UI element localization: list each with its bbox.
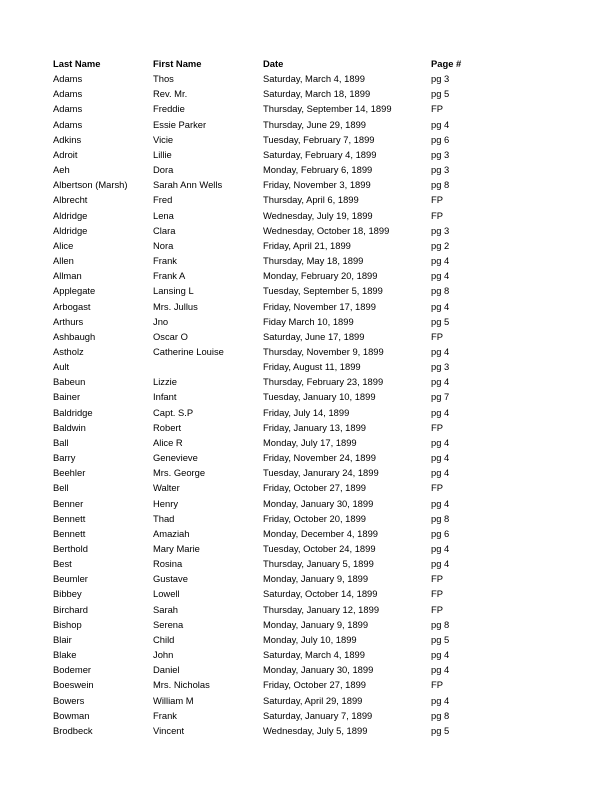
cell-page: pg 8 <box>431 285 450 297</box>
cell-first-name: Alice R <box>153 436 183 448</box>
cell-date: Friday, October 27, 1899 <box>263 679 367 691</box>
cell-first-name: Sarah <box>153 603 179 615</box>
cell-first-name: Serena <box>153 618 184 630</box>
cell-first-name: Dora <box>153 164 174 176</box>
cell-date: Monday, January 9, 1899 <box>263 618 369 630</box>
cell-page: FP <box>431 573 443 585</box>
table-row <box>53 223 523 238</box>
cell-page: pg 3 <box>431 148 450 160</box>
cell-date: Wednesday, July 19, 1899 <box>263 209 373 221</box>
cell-last-name: Astholz <box>53 345 84 357</box>
cell-last-name: Bishop <box>53 618 82 630</box>
cell-date: Friday, November 17, 1899 <box>263 300 376 312</box>
cell-first-name: Lillie <box>153 148 172 160</box>
cell-first-name: William M <box>153 694 194 706</box>
header-page: Page # <box>431 58 462 69</box>
cell-page: pg 4 <box>431 558 450 570</box>
table-row <box>53 344 523 359</box>
table-row <box>53 238 523 253</box>
cell-last-name: Bennett <box>53 512 86 524</box>
table-row <box>53 556 523 571</box>
cell-last-name: Bibbey <box>53 588 82 600</box>
cell-last-name: Aeh <box>53 164 70 176</box>
cell-date: Friday, April 21, 1899 <box>263 239 351 251</box>
cell-page: pg 4 <box>431 694 450 706</box>
cell-page: pg 5 <box>431 724 450 736</box>
cell-first-name: Lowell <box>153 588 180 600</box>
cell-last-name: Albrecht <box>53 194 88 206</box>
cell-first-name: Lansing L <box>153 285 194 297</box>
cell-last-name: Adams <box>53 118 83 130</box>
cell-first-name: Daniel <box>153 664 180 676</box>
cell-page: pg 4 <box>431 649 450 661</box>
cell-date: Thursday, January 5, 1899 <box>263 558 374 570</box>
cell-page: pg 6 <box>431 527 450 539</box>
cell-first-name: Thad <box>153 512 175 524</box>
cell-first-name: Capt. S.P <box>153 406 194 418</box>
cell-first-name: Genevieve <box>153 452 198 464</box>
cell-page: pg 7 <box>431 391 450 403</box>
table-row <box>53 117 523 132</box>
cell-first-name: Amaziah <box>153 527 190 539</box>
cell-first-name: Walter <box>153 482 180 494</box>
cell-date: Saturday, June 17, 1899 <box>263 330 365 342</box>
cell-date: Tuesday, February 7, 1899 <box>263 133 375 145</box>
cell-date: Saturday, April 29, 1899 <box>263 694 363 706</box>
table-row <box>53 208 523 223</box>
cell-page: pg 4 <box>431 406 450 418</box>
cell-date: Monday, January 30, 1899 <box>263 497 374 509</box>
table-row <box>53 465 523 480</box>
cell-last-name: Adams <box>53 73 83 85</box>
cell-date: Monday, July 10, 1899 <box>263 633 357 645</box>
cell-first-name: Robert <box>153 421 182 433</box>
cell-first-name: Clara <box>153 224 176 236</box>
header-first-name: First Name <box>153 58 202 69</box>
cell-first-name: Mrs. George <box>153 467 206 479</box>
table-header <box>53 56 523 71</box>
cell-first-name: Sarah Ann Wells <box>153 179 223 191</box>
cell-date: Thursday, January 12, 1899 <box>263 603 380 615</box>
cell-date: Friday, October 27, 1899 <box>263 482 367 494</box>
cell-last-name: Beumler <box>53 573 88 585</box>
cell-last-name: Best <box>53 558 72 570</box>
cell-page: pg 3 <box>431 224 450 236</box>
table-row <box>53 723 523 738</box>
cell-page: pg 4 <box>431 543 450 554</box>
cell-page: pg 4 <box>431 497 450 509</box>
cell-last-name: Barry <box>53 452 76 464</box>
table-row <box>53 329 523 344</box>
table-row <box>53 647 523 662</box>
cell-page: pg 4 <box>431 467 450 479</box>
header-last-name: Last Name <box>53 58 101 69</box>
cell-page: pg 3 <box>431 164 450 176</box>
cell-page: pg 3 <box>431 361 450 373</box>
cell-date: Saturday, March 18, 1899 <box>263 88 371 100</box>
table-row <box>53 571 523 586</box>
cell-date: Saturday, March 4, 1899 <box>263 73 365 85</box>
table-row <box>53 192 523 207</box>
table-row <box>53 374 523 389</box>
cell-page: pg 5 <box>431 633 450 645</box>
cell-last-name: Aldridge <box>53 209 88 221</box>
table-row <box>53 450 523 465</box>
table-row <box>53 405 523 420</box>
cell-last-name: Bennett <box>53 527 86 539</box>
cell-page: pg 5 <box>431 88 450 100</box>
table-row <box>53 511 523 526</box>
table-row <box>53 480 523 495</box>
cell-first-name: Catherine Louise <box>153 345 224 357</box>
table-row <box>53 526 523 541</box>
cell-page: pg 4 <box>431 664 450 676</box>
cell-first-name: Frank A <box>153 270 186 282</box>
table-row <box>53 162 523 177</box>
table-row <box>53 177 523 192</box>
cell-date: Wednesday, July 5, 1899 <box>263 724 368 736</box>
cell-date: Saturday, March 4, 1899 <box>263 649 365 661</box>
cell-last-name: Babeun <box>53 376 86 388</box>
table-row <box>53 283 523 298</box>
cell-last-name: Bowman <box>53 709 90 721</box>
cell-first-name: Lena <box>153 209 174 221</box>
cell-date: Tuesday, September 5, 1899 <box>263 285 383 297</box>
cell-first-name: Essie Parker <box>153 118 207 130</box>
table-row <box>53 314 523 329</box>
cell-first-name: Rosina <box>153 558 183 570</box>
cell-last-name: Allen <box>53 255 74 267</box>
table-row <box>53 147 523 162</box>
cell-last-name: Arbogast <box>53 300 91 312</box>
cell-last-name: Alice <box>53 239 74 251</box>
header-date: Date <box>263 58 284 69</box>
cell-last-name: Adams <box>53 103 83 115</box>
table-row <box>53 253 523 268</box>
cell-last-name: Benner <box>53 497 84 509</box>
cell-last-name: Baldwin <box>53 421 86 433</box>
table-row <box>53 359 523 374</box>
cell-first-name: Fred <box>153 194 173 206</box>
cell-date: Thursday, May 18, 1899 <box>263 255 364 267</box>
cell-date: Tuesday, Janurary 24, 1899 <box>263 467 379 479</box>
cell-page: FP <box>431 679 443 691</box>
cell-date: Monday, January 9, 1899 <box>263 573 369 585</box>
cell-page: pg 8 <box>431 709 450 721</box>
cell-date: Monday, January 30, 1899 <box>263 664 374 676</box>
cell-date: Tuesday, January 10, 1899 <box>263 391 376 403</box>
cell-page: FP <box>431 588 443 600</box>
cell-last-name: Adkins <box>53 133 82 145</box>
cell-last-name: Beehler <box>53 467 86 479</box>
cell-page: pg 4 <box>431 118 450 130</box>
table-row <box>53 586 523 601</box>
cell-first-name: Nora <box>153 239 174 251</box>
table-row <box>53 602 523 617</box>
cell-date: Tuesday, October 24, 1899 <box>263 543 376 554</box>
cell-date: Friday, August 11, 1899 <box>263 361 361 373</box>
cell-date: Thursday, February 23, 1899 <box>263 376 384 388</box>
cell-page: pg 4 <box>431 300 450 312</box>
cell-page: FP <box>431 603 443 615</box>
cell-page: pg 5 <box>431 315 450 327</box>
cell-last-name: Adroit <box>53 148 78 160</box>
table-row <box>53 299 523 314</box>
cell-first-name: Freddie <box>153 103 185 115</box>
cell-page: pg 4 <box>431 345 450 357</box>
cell-date: Friday, November 24, 1899 <box>263 452 376 464</box>
cell-date: Thursday, September 14, 1899 <box>263 103 392 115</box>
cell-last-name: Allman <box>53 270 82 282</box>
cell-date: Monday, December 4, 1899 <box>263 527 378 539</box>
table-row <box>53 677 523 692</box>
cell-date: Monday, February 6, 1899 <box>263 164 373 176</box>
cell-last-name: Ball <box>53 436 69 448</box>
cell-first-name: Oscar O <box>153 330 188 342</box>
cell-first-name: Frank <box>153 255 177 267</box>
cell-date: Friday, January 13, 1899 <box>263 421 367 433</box>
table-row <box>53 435 523 450</box>
cell-page: pg 4 <box>431 376 450 388</box>
cell-page: pg 6 <box>431 133 450 145</box>
table-row <box>53 632 523 647</box>
cell-page: pg 4 <box>431 436 450 448</box>
cell-first-name: Child <box>153 633 175 645</box>
cell-first-name: Infant <box>153 391 177 403</box>
records-table <box>53 56 523 738</box>
table-body <box>53 71 523 738</box>
cell-first-name <box>153 359 263 374</box>
cell-last-name: Arthurs <box>53 315 84 327</box>
table-row <box>53 132 523 147</box>
cell-last-name: Brodbeck <box>53 724 93 736</box>
cell-date: Monday, February 20, 1899 <box>263 270 378 282</box>
cell-last-name: Bainer <box>53 391 81 403</box>
cell-last-name: Albertson (Marsh) <box>53 179 128 191</box>
cell-last-name: Blair <box>53 633 72 645</box>
cell-date: Saturday, January 7, 1899 <box>263 709 373 721</box>
cell-first-name: Rev. Mr. <box>153 88 188 100</box>
header-row <box>53 56 523 71</box>
cell-first-name: Vicie <box>153 133 174 145</box>
cell-date: Saturday, October 14, 1899 <box>263 588 378 600</box>
cell-page: pg 8 <box>431 618 450 630</box>
table-row <box>53 420 523 435</box>
cell-page: pg 4 <box>431 255 450 267</box>
cell-page: FP <box>431 482 443 494</box>
cell-date: Monday, July 17, 1899 <box>263 436 357 448</box>
table-row <box>53 101 523 116</box>
cell-last-name: Bowers <box>53 694 85 706</box>
cell-last-name: Ault <box>53 361 70 373</box>
cell-page: pg 4 <box>431 270 450 282</box>
cell-last-name: Blake <box>53 649 77 661</box>
cell-first-name: Henry <box>153 497 179 509</box>
cell-page: FP <box>431 330 443 342</box>
cell-date: Wednesday, October 18, 1899 <box>263 224 390 236</box>
cell-first-name: Gustave <box>153 573 188 585</box>
table-row <box>53 268 523 283</box>
cell-last-name: Adams <box>53 88 83 100</box>
cell-last-name: Aldridge <box>53 224 88 236</box>
cell-last-name: Boeswein <box>53 679 94 691</box>
cell-last-name: Berthold <box>53 543 88 554</box>
cell-first-name: Mary Marie <box>153 543 200 554</box>
cell-page: FP <box>431 209 443 221</box>
table-row <box>53 708 523 723</box>
cell-date: Friday, July 14, 1899 <box>263 406 350 418</box>
table-row <box>53 496 523 511</box>
cell-first-name: Vincent <box>153 724 185 736</box>
cell-last-name: Birchard <box>53 603 88 615</box>
table-row <box>53 662 523 677</box>
table-row <box>53 71 523 86</box>
cell-page: FP <box>431 421 443 433</box>
cell-date: Thursday, April 6, 1899 <box>263 194 359 206</box>
cell-last-name: Ashbaugh <box>53 330 96 342</box>
cell-date: Thursday, November 9, 1899 <box>263 345 384 357</box>
cell-last-name: Applegate <box>53 285 96 297</box>
cell-first-name: John <box>153 649 174 661</box>
table-row <box>53 617 523 632</box>
cell-date: Fiday March 10, 1899 <box>263 315 354 327</box>
cell-page: pg 8 <box>431 512 450 524</box>
cell-first-name: Mrs. Jullus <box>153 300 198 312</box>
cell-date: Saturday, February 4, 1899 <box>263 148 377 160</box>
cell-first-name: Jno <box>153 315 169 327</box>
cell-page: pg 8 <box>431 179 450 191</box>
cell-date: Thursday, June 29, 1899 <box>263 118 367 130</box>
cell-page: pg 4 <box>431 452 450 464</box>
table-row <box>53 86 523 101</box>
table-row <box>53 389 523 404</box>
cell-last-name: Bodemer <box>53 664 92 676</box>
table-row <box>53 693 523 708</box>
cell-date: Friday, October 20, 1899 <box>263 512 367 524</box>
cell-first-name: Thos <box>153 73 174 85</box>
cell-first-name: Mrs. Nicholas <box>153 679 210 691</box>
table-row <box>53 541 523 556</box>
cell-page: FP <box>431 194 443 206</box>
cell-last-name: Bell <box>53 482 69 494</box>
cell-last-name: Baldridge <box>53 406 93 418</box>
cell-first-name: Frank <box>153 709 177 721</box>
cell-page: pg 3 <box>431 73 450 85</box>
cell-page: FP <box>431 103 443 115</box>
cell-page: pg 2 <box>431 239 450 251</box>
cell-first-name: Lizzie <box>153 376 177 388</box>
cell-date: Friday, November 3, 1899 <box>263 179 371 191</box>
